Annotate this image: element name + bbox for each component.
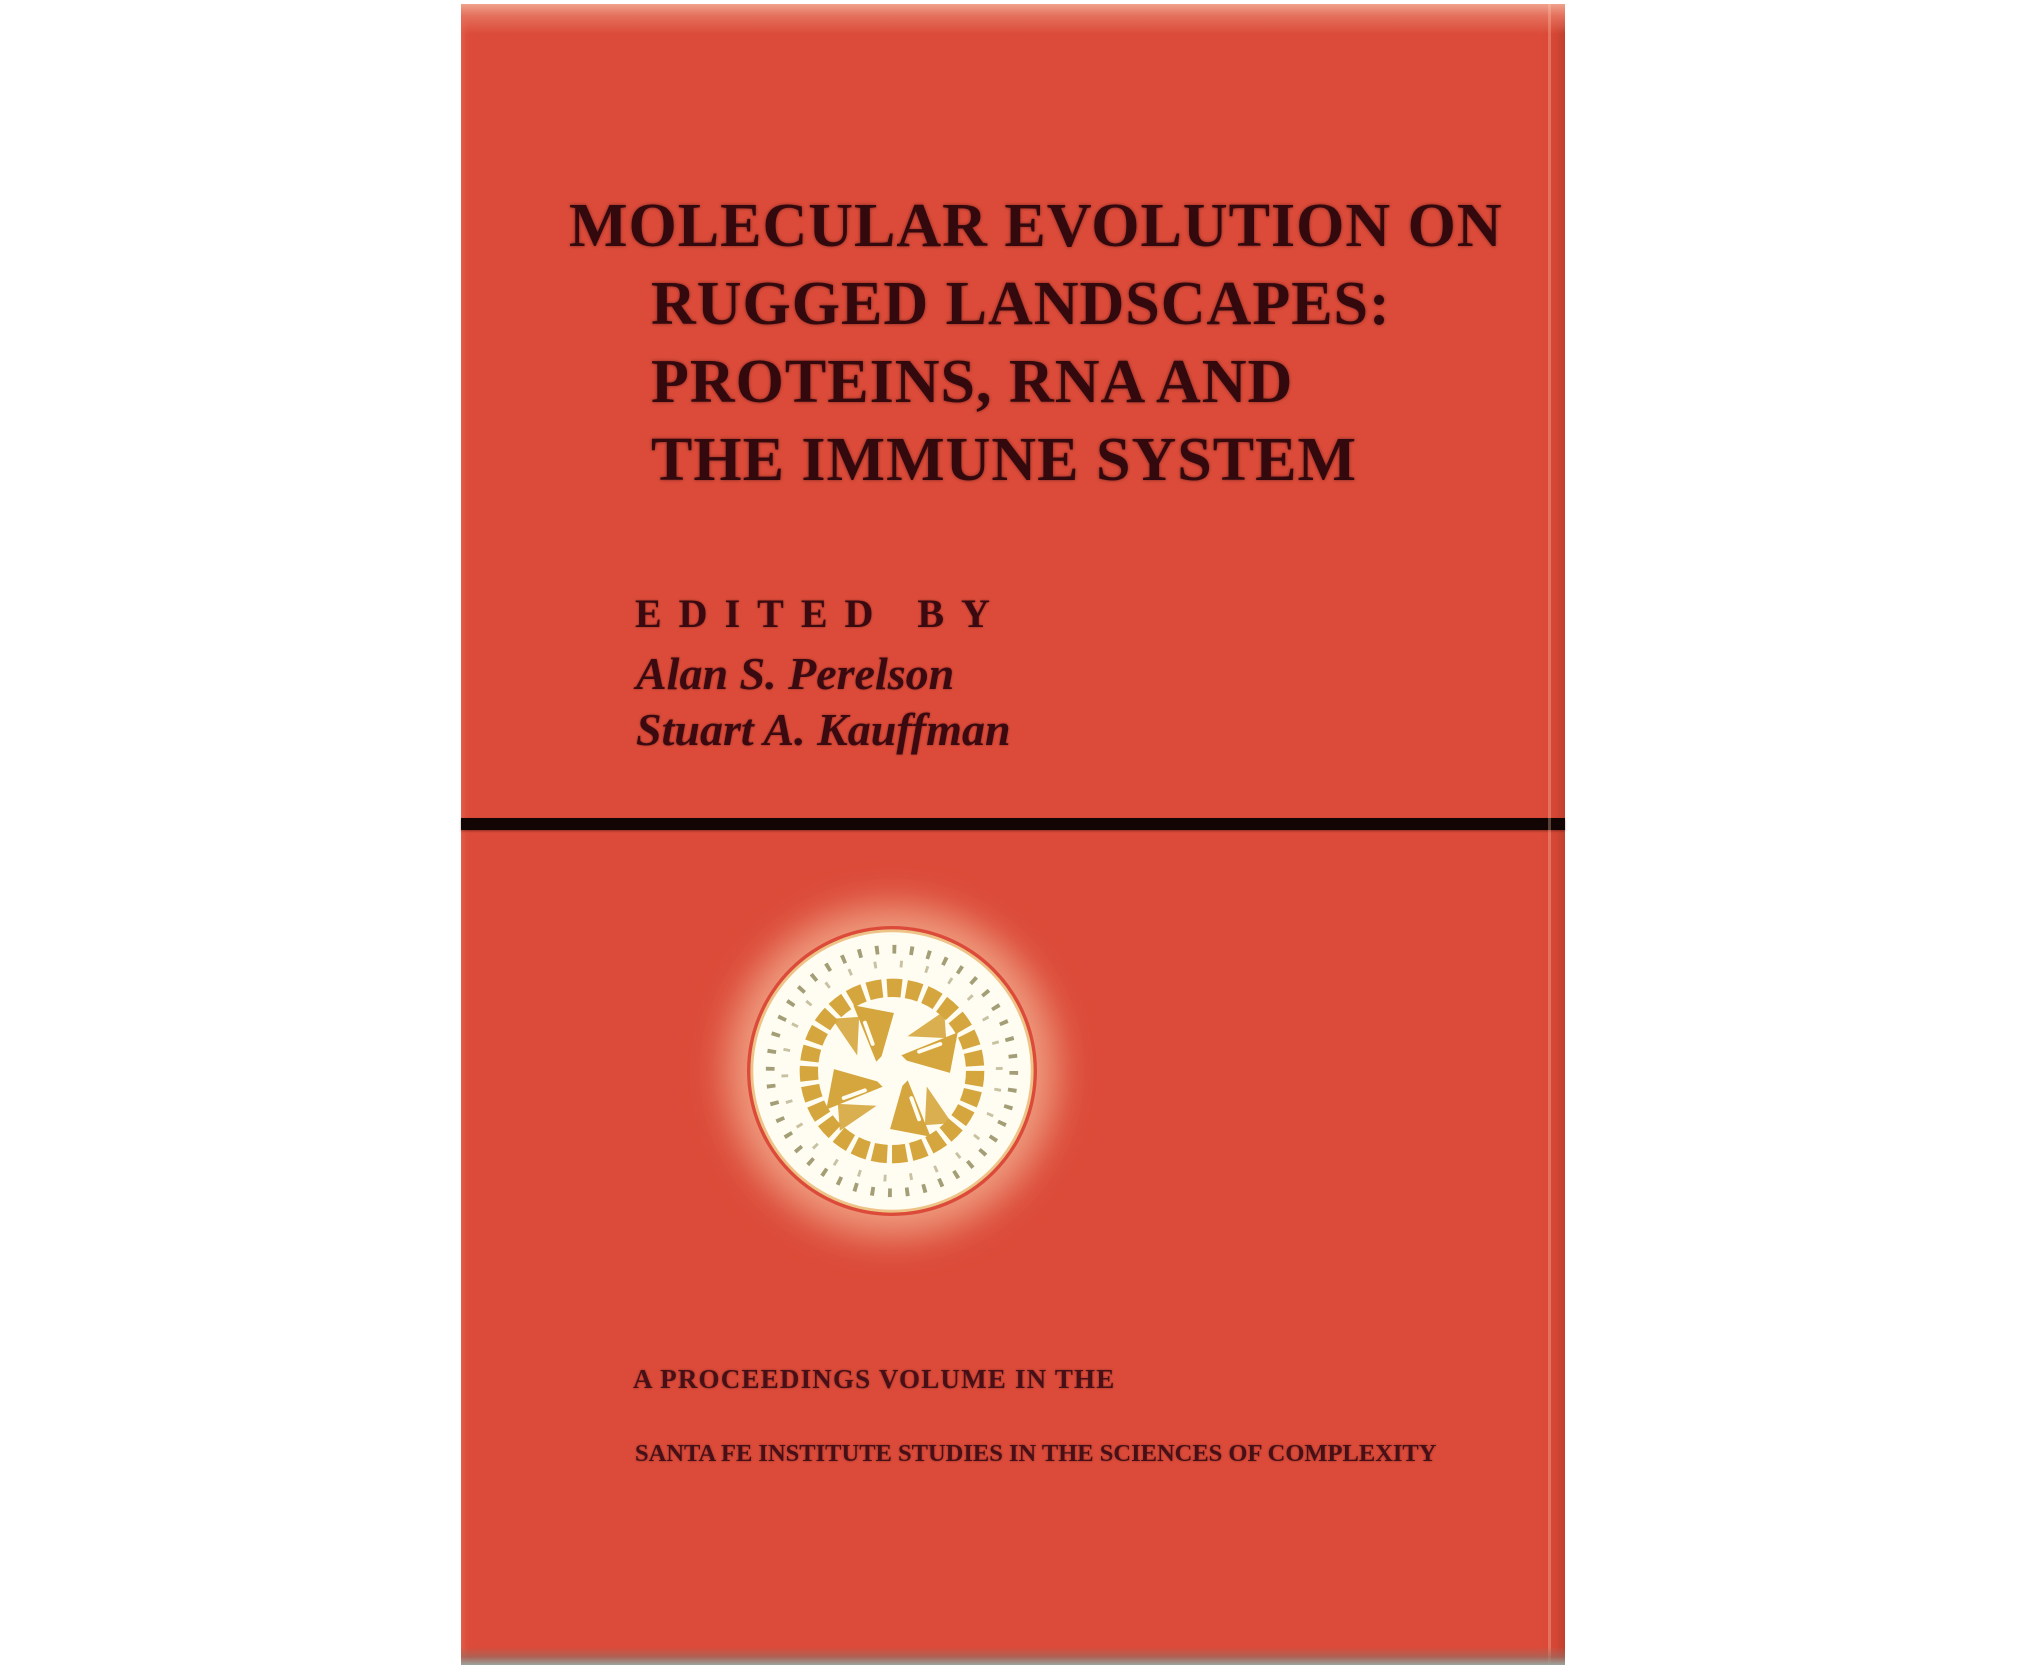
title-line-4: THE IMMUNE SYSTEM bbox=[651, 426, 1357, 494]
editor-name-1: Alan S. Perelson bbox=[636, 648, 955, 699]
series-note-line-2: SANTA FE INSTITUTE STUDIES IN THE SCIENCES OF COMPLEXITY bbox=[635, 1440, 1437, 1467]
series-note-line-1: A PROCEEDINGS VOLUME IN THE bbox=[633, 1364, 1116, 1394]
title-line-1: MOLECULAR EVOLUTION ON bbox=[569, 192, 1503, 260]
book-cover bbox=[461, 4, 1565, 1665]
edited-by-label: EDITED BY bbox=[635, 591, 1007, 636]
divider-rule bbox=[461, 818, 1565, 830]
book-title bbox=[569, 187, 1503, 499]
editor-name-2: Stuart A. Kauffman bbox=[636, 704, 1011, 755]
title-line-3: PROTEINS, RNA AND bbox=[651, 348, 1294, 416]
santa-fe-institute-medallion-icon bbox=[747, 926, 1037, 1216]
title-line-2: RUGGED LANDSCAPES: bbox=[651, 270, 1391, 338]
editor-names bbox=[636, 646, 1011, 758]
cover-right-edge-highlight bbox=[1548, 4, 1551, 1665]
